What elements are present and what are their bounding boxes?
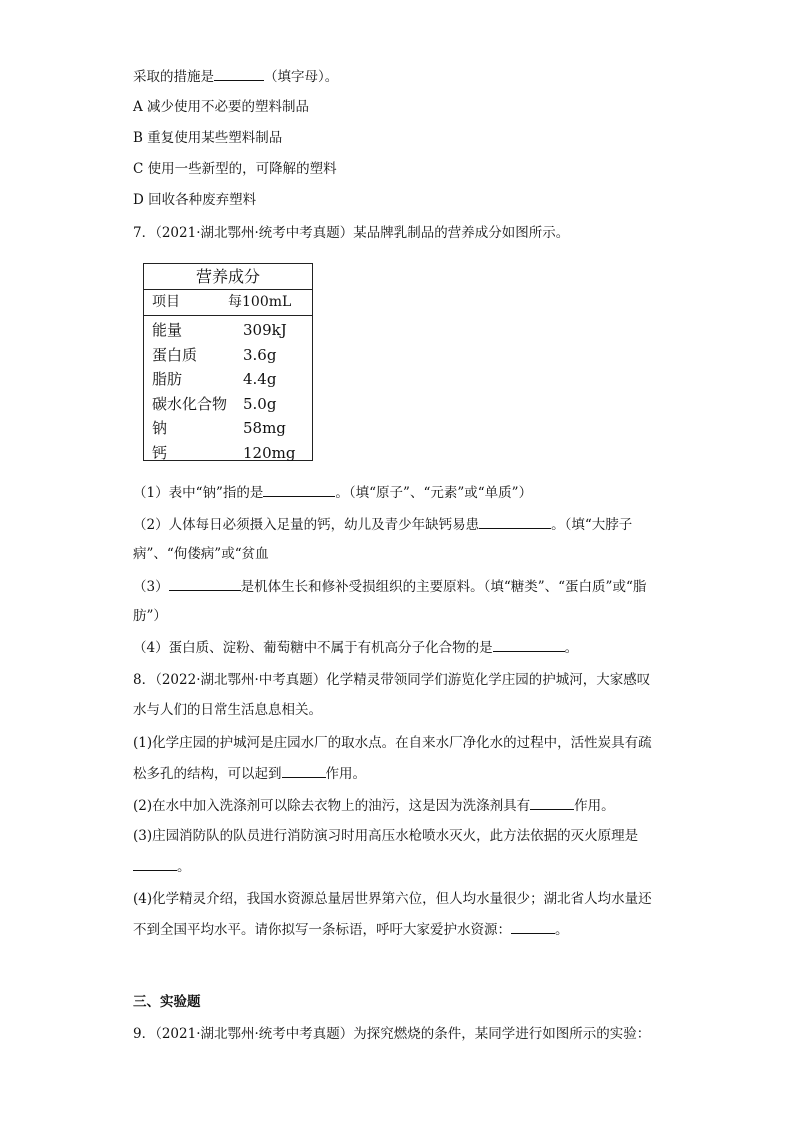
question-8-1-cont: 松多孔的结构，可以起到 作用。 — [133, 763, 366, 784]
question-7-2: （2）人体每日必须摄入足量的钙，幼儿及青少年缺钙易患 。（填“大脖子 — [133, 514, 632, 535]
answer-blank[interactable] — [282, 763, 326, 778]
table-row: 蛋白质 3.6g — [152, 345, 277, 364]
answer-blank[interactable] — [493, 637, 565, 652]
table-row: 能量 309kJ — [152, 321, 287, 339]
question-7-4: （4）蛋白质、淀粉、葡萄糖中不属于有机高分子化合物的是 。 — [133, 637, 578, 658]
answer-blank[interactable] — [263, 482, 335, 497]
question-8-1: (1)化学庄园的护城河是庄园水厂的取水点。在自来水厂净化水的过程中，活性炭具有疏 — [133, 735, 652, 751]
question-7-2-cont: 病”、“佝偻病”或“贫血 — [133, 546, 269, 562]
answer-blank[interactable] — [133, 856, 177, 871]
question-8-4: (4)化学精灵介绍，我国水资源总量居世界第六位，但人均水量很少；湖北省人均水量还 — [133, 891, 652, 907]
nutrition-table-title: 营养成分 — [144, 264, 312, 290]
option-c: C 使用一些新型的，可降解的塑料 — [133, 161, 337, 177]
answer-blank[interactable] — [169, 576, 241, 591]
question-8-4-cont: 不到全国平均水平。请你拟写一条标语，呼吁大家爱护水资源： 。 — [133, 919, 569, 940]
answer-blank[interactable] — [479, 514, 551, 529]
question-9-title: 9．（2021·湖北鄂州·统考中考真题）为探究燃烧的条件，某同学进行如图所示的实验： — [133, 1026, 651, 1042]
question-8-3-cont: 。 — [133, 856, 191, 877]
question-7-1: （1）表中“钠”指的是 。（填“原子”、“元素”或“单质”） — [133, 482, 532, 503]
question-7-title: 7．（2021·湖北鄂州·统考中考真题）某品牌乳制品的营养成分如图所示。 — [133, 225, 570, 241]
table-row: 钙 120mg — [152, 443, 296, 462]
header-item: 项目 — [152, 294, 180, 310]
section-heading: 三、实验题 — [133, 994, 201, 1010]
question-line: 采取的措施是 （填字母）。 — [133, 66, 338, 87]
table-row: 脂肪 4.4g — [152, 370, 277, 388]
option-a: A 减少使用不必要的塑料制品 — [133, 99, 310, 115]
nutrition-table-header — [144, 290, 312, 316]
table-row: 钠 58mg — [152, 419, 286, 437]
answer-blank[interactable] — [511, 919, 555, 934]
question-7-3-cont: 肪”） — [133, 608, 167, 624]
question-8-3: (3)庄园消防队的队员进行消防演习时用高压水枪喷水灭火，此方法依据的灭火原理是 — [133, 828, 639, 844]
option-b: B 重复使用某些塑料制品 — [133, 130, 283, 146]
answer-blank[interactable] — [214, 66, 264, 81]
nutrition-table — [143, 263, 313, 461]
option-d: D 回收各种废弃塑料 — [133, 192, 257, 208]
question-8-2: (2)在水中加入洗涤剂可以除去衣物上的油污，这是因为洗涤剂具有 作用。 — [133, 795, 615, 816]
header-per: 每100mL — [228, 294, 292, 310]
question-8-title-cont: 水与人们的日常生活息息相关。 — [133, 702, 322, 718]
question-8-title: 8．（2022·湖北鄂州·中考真题）化学精灵带领同学们游览化学庄园的护城河，大家感叹 — [133, 672, 651, 688]
question-7-3: （3） 是机体生长和修补受损组织的主要原料。（填“糖类”、“蛋白质”或“脂 — [133, 576, 646, 597]
table-row: 碳水化合物 5.0g — [152, 394, 277, 413]
answer-blank[interactable] — [530, 795, 574, 810]
